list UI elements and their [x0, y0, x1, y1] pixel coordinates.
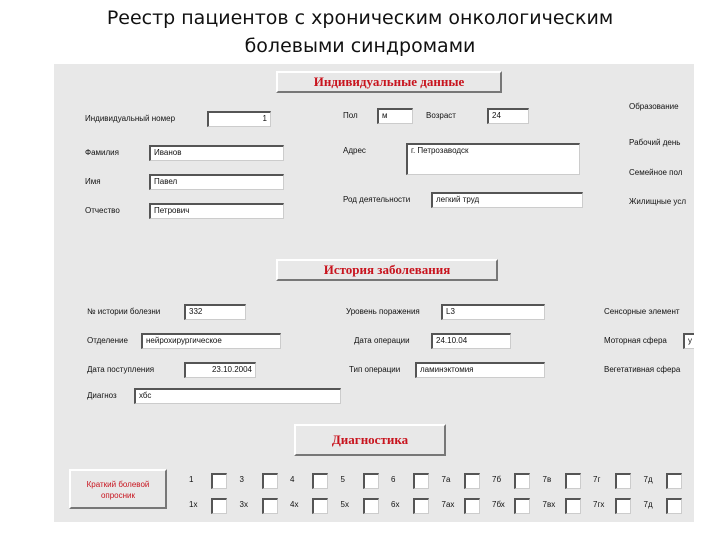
diagnostic-item-label: 5х [340, 500, 349, 509]
patronymic-field[interactable]: Петрович [149, 203, 284, 219]
housing-label: Жилищные усл [629, 197, 686, 206]
first-name-field[interactable]: Павел [149, 174, 284, 190]
occupation-label: Род деятельности [343, 195, 411, 204]
diagnostic-item-checkbox[interactable] [464, 473, 480, 489]
diagnostic-item-label: 7д [643, 500, 653, 509]
diagnosis-field[interactable]: хбс [134, 388, 341, 404]
address-field[interactable]: г. Петрозаводск [406, 143, 580, 175]
occupation-field[interactable]: легкий труд [431, 192, 583, 208]
diagnostic-item-label: 7вх [542, 500, 556, 509]
diagnostic-item-checkbox[interactable] [666, 498, 682, 514]
diagnostic-item-label: 7а [441, 475, 451, 484]
diagnostic-item-label: 7бх [492, 500, 505, 509]
diagnostic-item-checkbox[interactable] [565, 473, 581, 489]
diagnostic-item-checkbox[interactable] [514, 473, 530, 489]
education-label: Образование [629, 102, 679, 111]
diagnostic-item-checkbox[interactable] [211, 473, 227, 489]
brief-pain-inventory-line2: опросник [100, 491, 136, 500]
surgery-type-field[interactable]: ламинэктомия [415, 362, 545, 378]
diagnostic-item-checkbox[interactable] [262, 473, 278, 489]
surgery-date-field[interactable]: 24.10.04 [431, 333, 511, 349]
diagnostic-item-label: 3х [239, 500, 248, 509]
motor-field[interactable]: у [683, 333, 694, 349]
first-name-label: Имя [85, 177, 101, 186]
case-number-field[interactable]: 332 [184, 304, 246, 320]
slide-title-line1: Реестр пациентов с хроническим онкологическим [106, 7, 614, 29]
case-number-label: № истории болезни [87, 307, 161, 316]
slide-title [0, 4, 720, 60]
diagnostic-item-label: 7д [643, 475, 653, 484]
section-diagnostics-button[interactable]: Диагностика [294, 424, 446, 456]
lesion-level-field[interactable]: L3 [441, 304, 545, 320]
department-label: Отделение [87, 336, 128, 345]
surname-label: Фамилия [85, 148, 119, 157]
age-label: Возраст [426, 111, 456, 120]
registry-form [54, 64, 694, 522]
diagnostic-item-label: 3 [239, 475, 244, 484]
surgery-date-label: Дата операции [354, 336, 410, 345]
diagnostic-item-checkbox[interactable] [666, 473, 682, 489]
sex-label: Пол [343, 111, 358, 120]
patronymic-label: Отчество [85, 206, 120, 215]
diagnostic-item-checkbox[interactable] [615, 473, 631, 489]
individual-number-label: Индивидуальный номер [85, 114, 176, 123]
diagnostic-item-label: 6 [391, 475, 396, 484]
diagnostic-item-label: 1 [189, 475, 194, 484]
vegetative-label: Вегетативная сфера [604, 365, 681, 374]
diagnostic-item-label: 7ах [441, 500, 455, 509]
diagnostic-item-checkbox[interactable] [312, 473, 328, 489]
section-personal-data-button[interactable]: Индивидуальные данные [276, 71, 502, 93]
section-history-button[interactable]: История заболевания [276, 259, 498, 281]
brief-pain-inventory-line1: Краткий болевой [86, 480, 150, 489]
diagnostic-item-label: 5 [340, 475, 345, 484]
family-status-label: Семейное пол [629, 168, 683, 177]
diagnostic-item-checkbox[interactable] [514, 498, 530, 514]
diagnostic-item-checkbox[interactable] [565, 498, 581, 514]
sensory-label: Сенсорные элемент [604, 307, 680, 316]
department-field[interactable]: нейрохирургическое [141, 333, 281, 349]
diagnostic-item-label: 7в [542, 475, 552, 484]
diagnostic-item-label: 7гх [593, 500, 605, 509]
brief-pain-inventory-button[interactable] [69, 469, 167, 509]
diagnostic-item-label: 7б [492, 475, 502, 484]
diagnostic-item-checkbox[interactable] [413, 498, 429, 514]
diagnostic-item-checkbox[interactable] [413, 473, 429, 489]
sex-field[interactable]: м [377, 108, 413, 124]
motor-label: Моторная сфера [604, 336, 667, 345]
diagnosis-label: Диагноз [87, 391, 117, 400]
diagnostic-item-checkbox[interactable] [363, 498, 379, 514]
slide-title-line2: болевыми синдромами [244, 35, 476, 57]
diagnostic-item-label: 4х [290, 500, 299, 509]
diagnostic-item-checkbox[interactable] [262, 498, 278, 514]
diagnostic-item-checkbox[interactable] [211, 498, 227, 514]
diagnostic-item-checkbox[interactable] [363, 473, 379, 489]
diagnostic-item-label: 1х [189, 500, 198, 509]
surname-field[interactable]: Иванов [149, 145, 284, 161]
diagnostic-item-checkbox[interactable] [615, 498, 631, 514]
diagnostic-item-checkbox[interactable] [312, 498, 328, 514]
diagnostic-item-label: 7г [593, 475, 601, 484]
address-label: Адрес [343, 146, 366, 155]
diagnostic-item-checkbox[interactable] [464, 498, 480, 514]
age-field[interactable]: 24 [487, 108, 529, 124]
workday-label: Рабочий день [629, 138, 681, 147]
diagnostic-item-label: 6х [391, 500, 400, 509]
admission-date-field[interactable]: 23.10.2004 [184, 362, 256, 378]
admission-date-label: Дата поступления [87, 365, 155, 374]
diagnostic-item-label: 4 [290, 475, 295, 484]
surgery-type-label: Тип операции [349, 365, 401, 374]
individual-number-field[interactable]: 1 [207, 111, 271, 127]
lesion-level-label: Уровень поражения [346, 307, 420, 316]
